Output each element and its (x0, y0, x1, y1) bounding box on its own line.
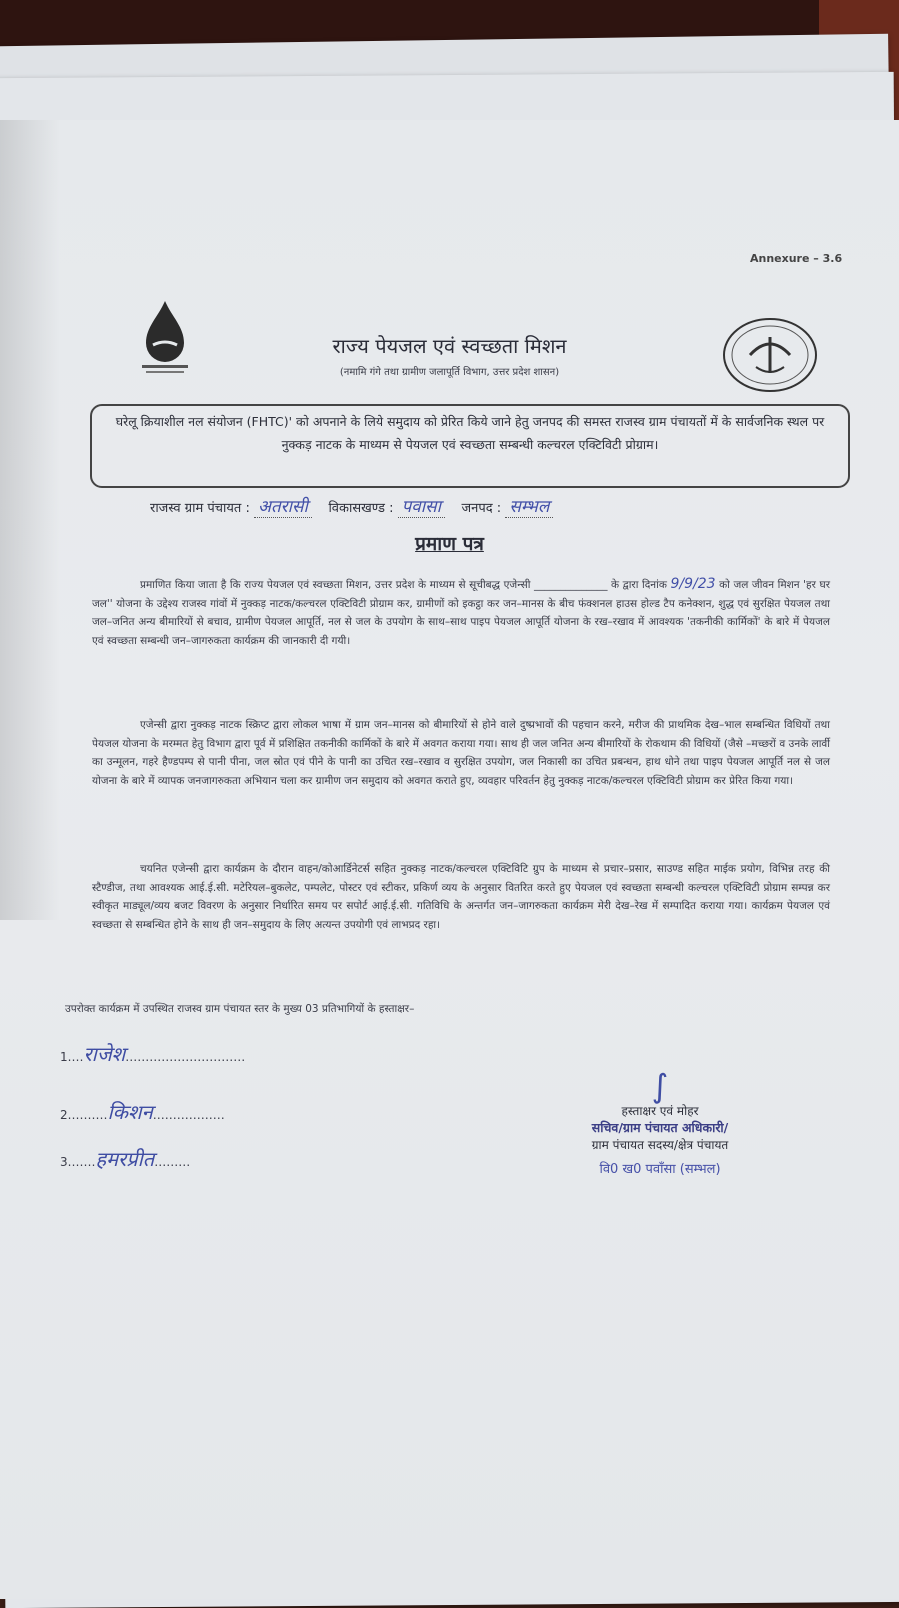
signatory-name: किशन (107, 1100, 153, 1124)
paragraph-1 (92, 575, 830, 650)
signatory-number: 3. (60, 1155, 72, 1169)
signature-label: हस्ताक्षर एवं मोहर (621, 1104, 699, 1118)
block-value: पवासा (398, 497, 445, 518)
annexure-label: Annexure – 3.6 (750, 252, 843, 265)
paragraph-2 (92, 716, 830, 790)
block-label: विकासखण्ड : (328, 501, 394, 516)
district-value: सम्भल (505, 497, 553, 518)
signatory-number: 1. (60, 1050, 72, 1064)
signatory-line-1: 1.…राजेश………………………… (60, 1042, 246, 1066)
district-label: जनपद : (461, 501, 502, 516)
org-subtitle: (नमामि गंगे तथा ग्रामीण जलापूर्ति विभाग, उत्तर प्रदेश शासन) (339, 367, 560, 378)
paragraph-1-part-b: को जल जीवन मिशन 'हर घर जल'' योजना के उद्देश्य राजस्व गांवों में नुक्कड़ नाटक/कल्चरल एक्टिविटी प्रोग्राम कर, ग्रामीणों को इकट्ठा कर जन–मानस के बीच फंक्शनल हाउस होल्ड टैप कनेक्शन, शुद्ध एवं सुरक्षित पेयजल तथा जल–जनित अन्य बीमारियों से बचाव, ग्रामीण पेयजल आपूर्ति, नल से जल के उपयोग के साथ–साथ पाइप पेयजल आपूर्ति योजना के रख–रखाव में आवश्यक 'तकनीकी कार्मिकों' के बारे में पेयजल एवं स्वच्छता सम्बन्धी जन–जागरुकता कार्यक्रम की जानकारी दी गयी। (92, 579, 830, 647)
panchayat-label: राजस्व ग्राम पंचायत : (150, 501, 250, 516)
certificate-title: प्रमाण पत्र (415, 533, 484, 555)
location-fields (150, 494, 850, 517)
program-title-text: घरेलू क्रियाशील नल संयोजन (FHTC)' को अपनाने के लिये समुदाय को प्रेरित किये जाने हेतु जनपद की समस्त राजस्व ग्राम पंचायतों में के सार्वजनिक स्थल पर नुक्कड़ नाटक के माध्यम से पेयजल एवं स्वच्छता सम्बन्धी कल्चरल एक्टिविटी प्रोग्राम। (115, 414, 825, 452)
paragraph-3 (92, 860, 830, 934)
signatory-name: हमरप्रीत (95, 1147, 155, 1171)
signatory-number: 2. (60, 1108, 72, 1122)
paragraph-3-text: चयनित एजेन्सी द्वारा कार्यक्रम के दौरान वाहन/कोआर्डिनेटर्स सहित नुक्कड़ नाटक/कल्चरल एक्टिविटि ग्रुप के माध्यम से प्रचार–प्रसार, साउण्ड सहित माईक प्रयोग, विभिन्न तरह की स्टैण्डीज, तथा आवश्यक आई.ई.सी. मटेरियल–बुकलेट, पम्पलेट, पोस्टर एवं स्टीकर, प्रकिर्ण व्यय के अनुसार वितरित करते हुए पेयजल एवं स्वच्छता सम्बन्धी कल्चरल एक्टिविटी प्रोग्राम सम्पन्न कर स्वीकृत माड्यूल/व्यय बजट विवरण के अनुसार निर्धारित समय पर सपोर्ट आई.ई.सी. गतिविधि के अन्तर्गत जन–जागरुकता कार्यक्रम मेरी देख–रेख में सम्पादित कराया गया। कार्यक्रम पेयजल एवं स्वच्छता से सम्बन्धित होने के साथ ही जन–समुदाय के लिए अत्यन्त उपयोगी एवं लाभप्रद रहा। (92, 863, 830, 931)
program-title-box (90, 404, 850, 488)
handwritten-date: 9/9/23 (670, 576, 716, 592)
panchayat-value: अतरासी (254, 497, 312, 518)
document-page (0, 120, 899, 1599)
org-title: राज्य पेयजल एवं स्वच्छता मिशन (332, 334, 567, 358)
designation-line-1: सचिव/ग्राम पंचायत अधिकारी/ (591, 1120, 729, 1135)
signatory-name: राजेश (83, 1042, 126, 1066)
signature-mark: ∫ (651, 1067, 669, 1105)
paragraph-1-part-a: प्रमाणित किया जाता है कि राज्य पेयजल एवं स्वच्छता मिशन, उत्तर प्रदेश के माध्यम से सूचीबद्ध एजेन्सी ______________ के द्वारा दिनांक (140, 579, 667, 591)
official-signature-block (545, 1067, 775, 1177)
signatory-line-3: 3.……हमरप्रीत……… (60, 1147, 191, 1171)
designation-line-2: ग्राम पंचायत सदस्य/क्षेत्र पंचायत (591, 1138, 729, 1152)
page-shadow (0, 120, 60, 920)
paragraph-2-text: एजेन्सी द्वारा नुक्कड़ नाटक स्क्रिप्ट द्वारा लोकल भाषा में ग्राम जन–मानस को बीमारियों से होने वाले दुष्प्रभावों की पहचान करने, मरीज की प्राथमिक देख–भाल सम्बन्धित विधियों तथा पेयजल योजना के मरम्मत हेतु विभाग द्वारा पूर्व में प्रशिक्षित तकनीकी कार्मिकों के बारे में अवगत कराया गया। साथ ही जल जनित अन्य बीमारियों के रोकथाम की विधियों (जैसे –मच्छरों व उनके लार्वी का उन्मूलन, गहरे हैण्डपम्प से पानी पीना, जल स्रोत एवं पीने के पानी का उचित रख–रखाव व सुरक्षित उपयोग, जल निकासी का उचित प्रबन्धन, हाथ धोने तथा पाइप पेयजल आपूर्ति नल से जल योजना के बारे में व्यापक जनजागरुकता अभियान चला कर ग्रामीण जन समुदाय को अवगत कराते हुए, व्यवहार परिवर्तन हेतु नुक्कड़ नाटक/कल्चरल एक्टिविटी प्रोग्राम कर प्रेरित किया गया। (92, 719, 830, 787)
office-stamp: वि0 ख0 पवाँसा (सम्भल) (599, 1162, 721, 1177)
signatories-intro: उपरोक्त कार्यक्रम में उपस्थित राजस्व ग्राम पंचायत स्तर के मुख्य 03 प्रतिभागियों के हस्ताक्षर– (65, 1003, 415, 1015)
signatory-line-2: 2.………किशन……………… (60, 1100, 225, 1124)
